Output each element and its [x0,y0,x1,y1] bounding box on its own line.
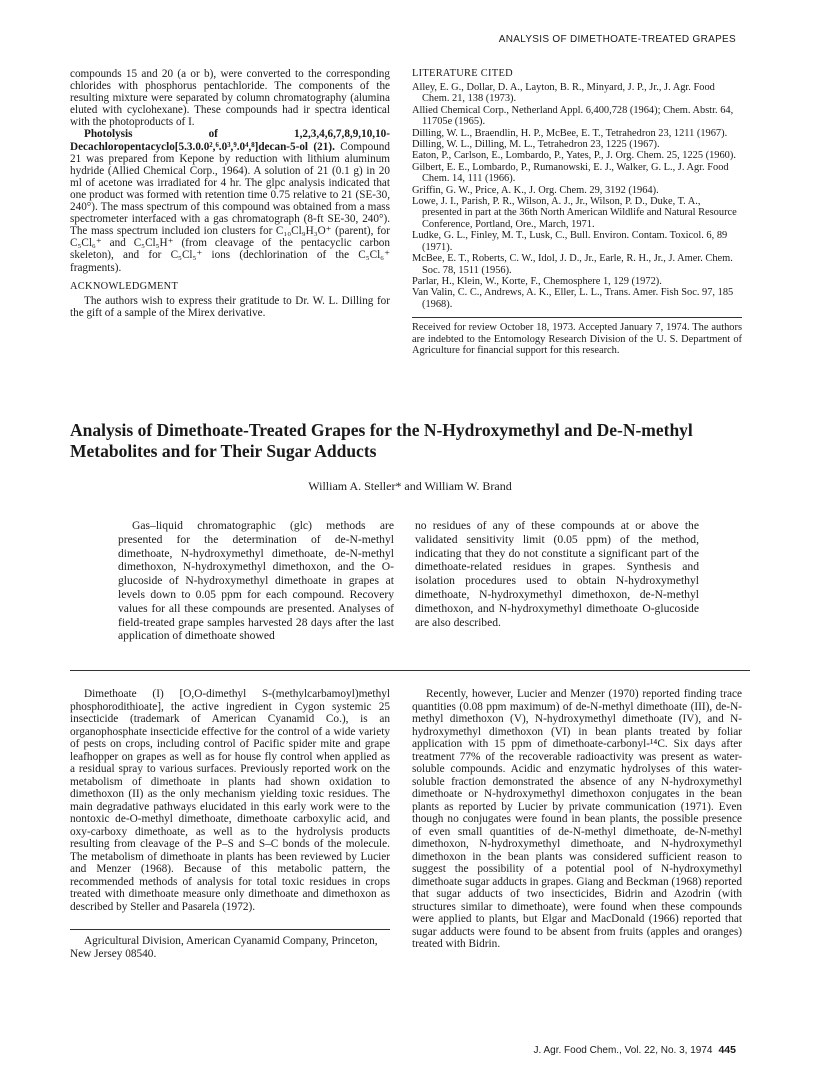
affiliation-note: Agricultural Division, American Cyanamid Company, Princeton, New Jersey 08540. [70,935,378,960]
reference-item: Griffin, G. W., Price, A. K., J. Org. Chem. 29, 3192 (1964). [412,184,659,196]
reference-item: McBee, E. T., Roberts, C. W., Idol, J. D., Jr., Earle, R. H., Jr., J. Amer. Chem. Soc. 78, 1511 (1956). [412,253,733,276]
reference-item: Ludke, G. L., Finley, M. T., Lusk, C., Bull. Environ. Contam. Toxicol. 6, 89 (1971). [412,230,728,253]
received-divider [412,317,742,318]
page-footer [533,1044,736,1056]
abstract-divider [70,670,750,671]
reference-item: Gilbert, E. E., Lombardo, P., Rumanowski, E. J., Walker, G. L., J. Agr. Food Chem. 14, 111 (1966). [412,161,729,185]
page-number: 445 [718,1044,736,1056]
received-note: Received for review October 18, 1973. Accepted January 7, 1974. The authors are indebted to the Entomology Research Division of the U. S. Department of Agriculture for financial support for this research. [412,322,742,356]
reference-item: Van Valin, C. C., Andrews, A. K., Eller, L. L., Trans. Amer. Fish Soc. 97, 185 (1968). [412,287,734,310]
article-title: Analysis of Dimethoate-Treated Grapes for the N-Hydroxymethyl and De-N-methyl Metabolites and for Their Sugar Adducts [70,420,693,461]
abstract-right-column [415,519,699,629]
article-authors: William A. Steller* and William W. Brand [308,479,512,493]
affiliation-divider [70,929,390,930]
body-paragraph-recent: Recently, however, Lucier and Menzer (1970) reported finding trace quantities (0.08 ppm maximum) of de-N-methyl dimethoate (III), de-N-methyl dimethoxon (V), N-hydroxymethyl dimethoate (IV), and N-hydroxymethyl dimethoxon (VI) in bean plants treated by foliar application with 15 ppm of dimethoate-carbonyl-¹⁴C. Six days after treatment 77% of the recoverable radioactivity was present as water-soluble compounds. Acidic and enzymatic hydrolyses of this water-soluble fraction demonstrated the absence of any N-hydroxymethyl dimethoate or N-hydroxymethyl dimethoxon conjugates in the bean plants as reported by Lucier by private communication (1971). Even though no conjugates were found in bean plants, the possible presence of even small quantities of de-N-methyl dimethoate, de-N-methyl dimethoxon, N-hydroxymethyl dimethoate, and N-hydroxymethyl dimethoxon in the bean plants was considered sufficient reason to suggest the possibility of a potential pool of N-hydroxymethyl dimethoate sugar adducts in grapes. Giang and Beckman (1968) reported that sugar adducts of two insecticides, Bidrin and Azodrin (with structures similar to dimethoate), were found when these compounds were applied to plants, but Elgar and MacDonald (1966) reported that sugar adducts were found to be absent from fruits (apples and oranges) treated with Bidrin. [412,688,743,950]
prev-article-right-column [412,68,742,356]
reference-item: Alley, E. G., Dollar, D. A., Layton, B. R., Minyard, J. P., Jr., J. Agr. Food Chem. 21, 138 (1973). [412,82,715,105]
photolysis-paragraph [70,128,390,273]
reference-item: Eaton, P., Carlson, E., Lombardo, P., Yates, P., J. Org. Chem. 25, 1225 (1960). [412,150,736,162]
abstract-left-column [118,519,394,643]
body-left-column [70,688,390,960]
prev-article-left-column [70,68,390,319]
running-head: ANALYSIS OF DIMETHOATE-TREATED GRAPES [498,34,736,45]
abstract-text-right: no residues of any of these compounds at or above the validated sensitivity limit (0.05 ppm) of the method, indicating that they do not constitute a significant part of the dimethoate-related residues in grapes. Synthesis and isolation procedures used to obtain N-hydroxymethyl dimethoate, N-hydroxymethyl dimethoxon, de-N-methyl dimethoxon, and N-hydroxymethyl dimethoate O-glucoside are also described. [415,519,699,629]
reference-item: Dilling, W. L., Dilling, M. L., Tetrahedron 23, 1225 (1967). [412,139,660,151]
acknowledgment-text: The authors wish to express their gratitude to Dr. W. L. Dilling for the gift of a sample of the Mirex derivative. [70,294,390,319]
acknowledgment-heading: ACKNOWLEDGMENT [70,280,179,292]
reference-list [412,82,742,310]
body-right-column [412,688,742,951]
photolysis-text: Compound 21 was prepared from Kepone by reduction with lithium aluminum hydride (Allied Chemical Corp., 1964). A solution of 21 (0.1 g) in 20 ml of acetone was irradiated for 4 hr. The glpc analysis indicated that one product was formed with retention time 0.75 relative to 21 (SE-30, 240°). The mass spectrum of this compound was obtained from a mass spectrometer interfaced with a gas chromatograph (8-ft SE-30, 240°). The mass spectrum included ion clusters for C₁₀Cl₉H₃O⁺ (parent), for C₅Cl₆⁺ and C₅Cl₅H⁺ (from cleavage of the pentacyclic carbon skeleton), and for C₅Cl₅⁺ ions (dechlorination of the C₅Cl₆⁺ fragments). [70,140,390,274]
abstract-text-left: Gas–liquid chromatographic (glc) methods are presented for the determination of de-N-methyl dimethoate, N-hydroxymethyl dimethoate, de-N-methyl dimethoxon, N-hydroxymethyl dimethoxon, and the O-glucoside of N-hydroxymethyl dimethoate in grapes at levels down to 0.05 ppm for each compound. Recovery values for all these compounds are presented. Analyses of field-treated grape samples harvested 28 days after the last application of dimethoate showed [118,519,394,643]
reference-item: Lowe, J. I., Parish, P. R., Wilson, A. J., Jr., Wilson, P. D., Duke, T. A., presented in part at the 36th North American Wildlife and Natural Resource Conference, Portland, Ore., March, 1971. [412,196,737,230]
reference-item: Parlar, H., Klein, W., Korte, F., Chemosphere 1, 129 (1972). [412,275,662,287]
body-paragraph-intro: Dimethoate (I) [O,O-dimethyl S-(methylcarbamoyl)methyl phosphorodithioate], the active ingredient in Cygon systemic 25 insecticide (trademark of American Cyanamid Co.), is an organophosphate insecticide effective for the control of a wide variety of pests on crops, including control of Pacific spider mite and grape leafhopper on grapes as well as for house fly control when applied as a residual spray to various surfaces. Previously reported work on the metabolism of dimethoate in plants had shown oxidation to dimethoxon (II) as the only mechanism yielding toxic residues. The main degradative pathways elucidated in this early work were to the nontoxic de-O-methyl dimethoate, dimethoate carboxylic acid, and oxy-carboxy dimethoate, as well as to the hydrolysis products resulting from cleavage of the P–S and S–C bonds of the molecule. The metabolism of dimethoate in plants has been reviewed by Lucier and Menzer (1968). Because of this metabolic pattern, the recommended methods of analysis for total toxic residues in crops treated with dimethoate measure only dimethoate and dimethoxon as described by Steller and Pasarela (1972). [70,688,390,913]
photolysis-heading: Photolysis of 1,2,3,4,6,7,8,9,10,10-Decachloropentacyclo[5.3.0.0²,⁶.0³,⁹.0⁴,⁸]decan-5-ol (21). [70,128,390,153]
literature-cited-heading: LITERATURE CITED [412,68,513,79]
reference-item: Allied Chemical Corp., Netherland Appl. 6,400,728 (1964); Chem. Abstr. 64, 11705e (1965). [412,104,734,128]
reference-item: Dilling, W. L., Braendlin, H. P., McBee, E. T., Tetrahedron 23, 1211 (1967). [412,127,728,139]
prev-article-paragraph: compounds 15 and 20 (a or b), were converted to the corresponding chlorides with phosphorus pentachloride. The components of the resulting mixture were separated by column chromatography (alumina eluted with cyclohexane). These compounds had ir spectra identical with the photoproducts of I. [70,68,390,129]
journal-citation: J. Agr. Food Chem., Vol. 22, No. 3, 1974 [533,1045,713,1056]
